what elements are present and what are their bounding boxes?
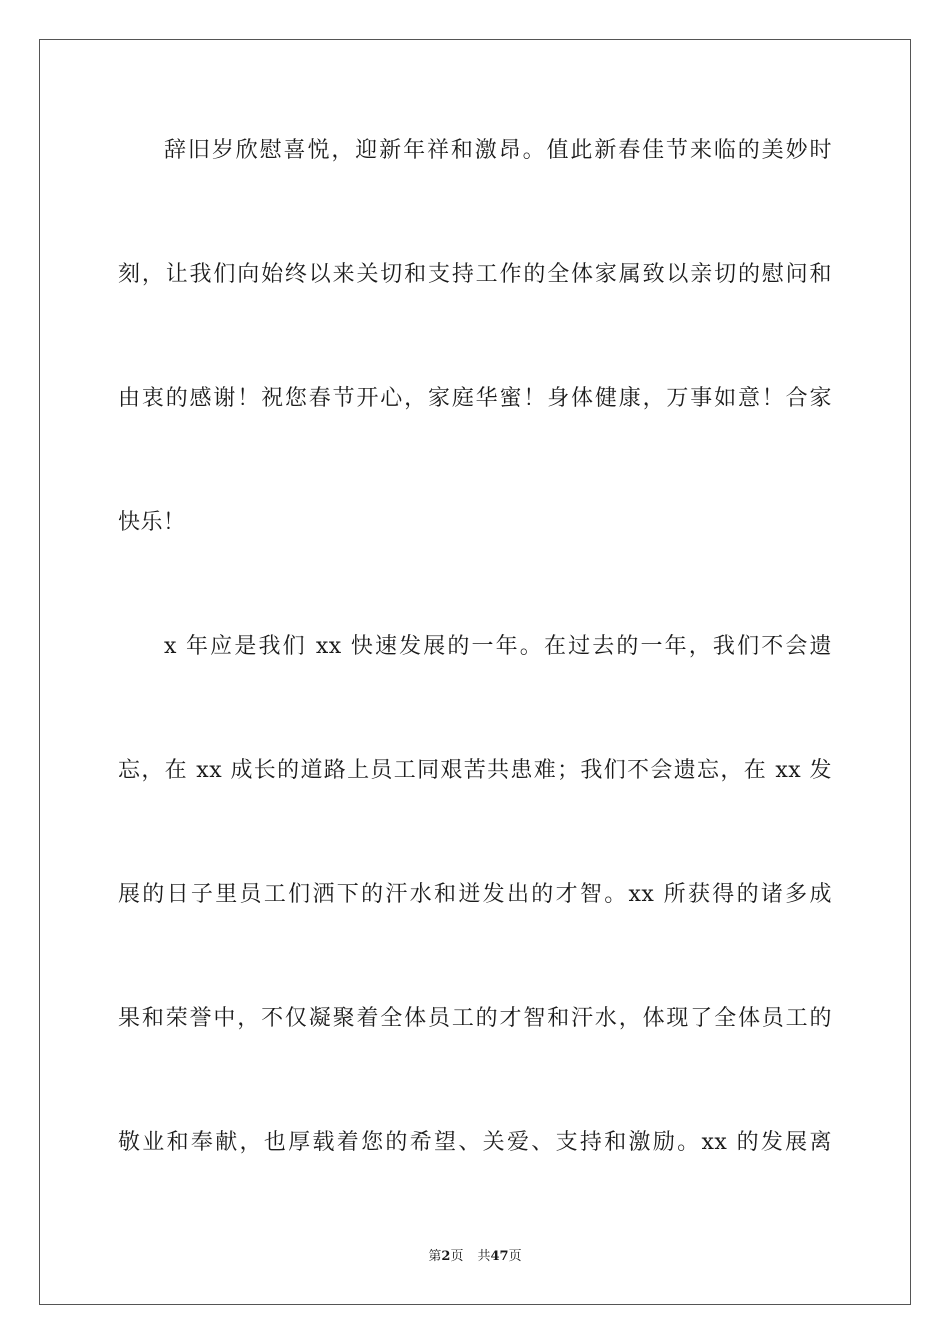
page-suffix: 页 [450, 1249, 464, 1264]
page-border [39, 39, 911, 1305]
total-prefix: 共 [477, 1249, 491, 1264]
paragraph-2-line-5: 敬业和奉献，也厚载着您的希望、关爱、支持和激励。xx 的发展离 [118, 1130, 832, 1155]
page-number: 2 [441, 1249, 451, 1264]
page-footer [0, 1248, 950, 1266]
paragraph-1-line-3: 由衷的感谢！祝您春节开心，家庭华蜜！身体健康，万事如意！合家 [118, 386, 832, 411]
paragraph-2-line-2: 忘，在 xx 成长的道路上员工同艰苦共患难；我们不会遗忘，在 xx 发 [118, 758, 832, 783]
total-pages: 47 [490, 1249, 509, 1264]
paragraph-2-line-3: 展的日子里员工们洒下的汗水和迸发出的才智。xx 所获得的诸多成 [118, 882, 832, 907]
page-prefix: 第 [428, 1249, 442, 1264]
total-suffix: 页 [508, 1249, 522, 1264]
paragraph-2-line-1: x 年应是我们 xx 快速发展的一年。在过去的一年，我们不会遗 [164, 634, 832, 659]
paragraph-2-line-4: 果和荣誉中，不仅凝聚着全体员工的才智和汗水，体现了全体员工的 [118, 1006, 832, 1031]
paragraph-1-line-2: 刻，让我们向始终以来关切和支持工作的全体家属致以亲切的慰问和 [118, 262, 832, 287]
paragraph-1-line-4: 快乐！ [118, 510, 186, 535]
paragraph-1-line-1: 辞旧岁欣慰喜悦，迎新年祥和激昂。值此新春佳节来临的美妙时 [164, 138, 832, 163]
